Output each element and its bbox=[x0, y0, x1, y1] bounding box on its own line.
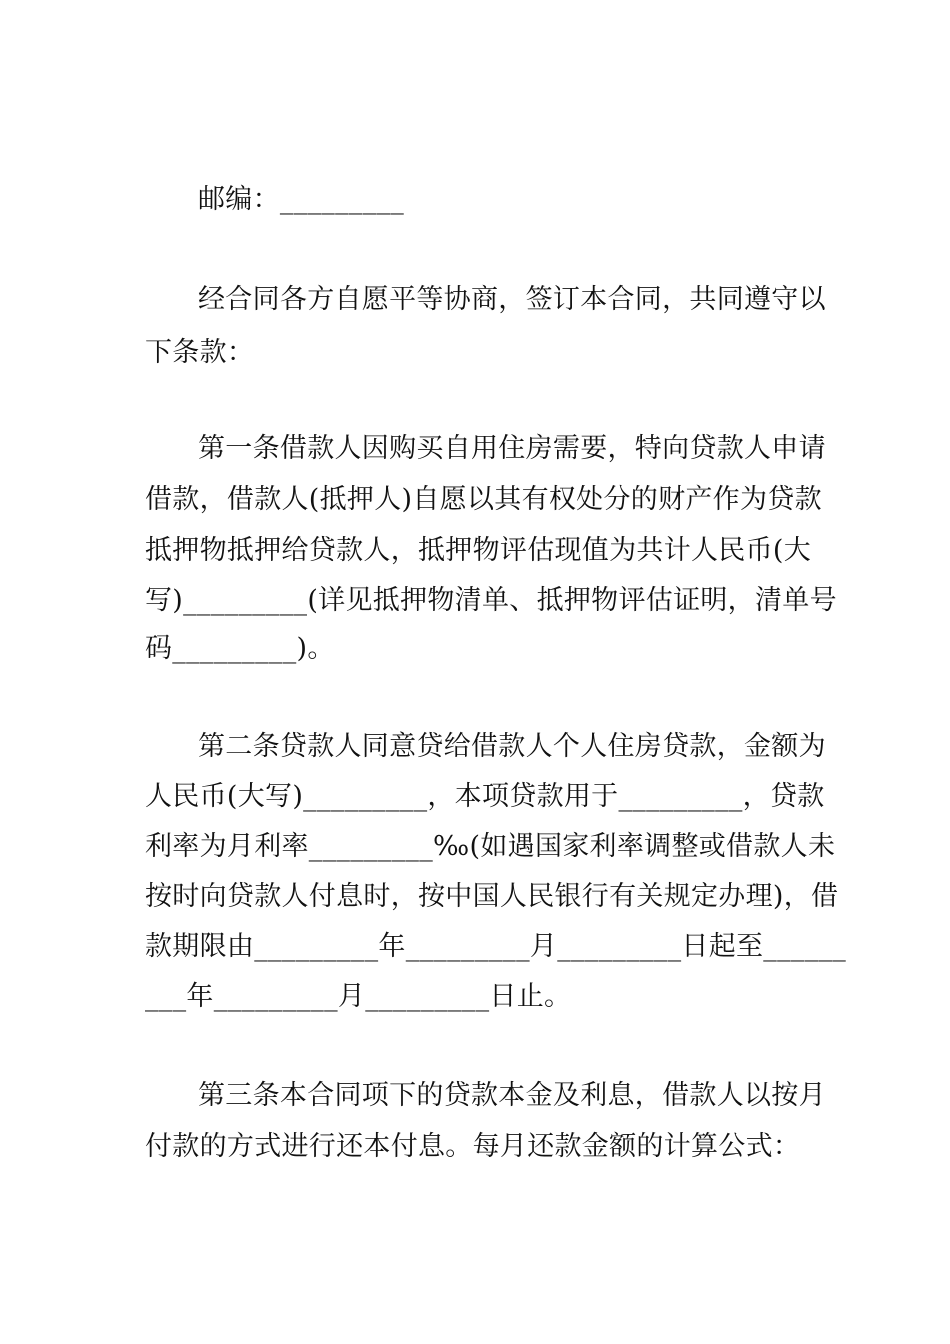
article1-line-5: 码_________)。 bbox=[145, 633, 335, 664]
article2-line-4: 按时向贷款人付息时，按中国人民银行有关规定办理)，借 bbox=[145, 881, 839, 912]
article2-line-5: 款期限由_________年_________月_________日起至______ bbox=[145, 931, 847, 962]
intro-line-1: 经合同各方自愿平等协商，签订本合同，共同遵守以 bbox=[198, 284, 826, 315]
article3-line-2: 付款的方式进行还本付息。每月还款金额的计算公式： bbox=[145, 1131, 801, 1162]
article1-line-1: 第一条借款人因购买自用住房需要，特向贷款人申请 bbox=[198, 433, 826, 464]
article2-line-6: ___年_________月_________日止。 bbox=[145, 981, 572, 1012]
article1-line-4: 写)_________(详见抵押物清单、抵押物评估证明，清单号 bbox=[145, 585, 837, 616]
article2-line-2: 人民币(大写)_________，本项贷款用于_________，贷款 bbox=[145, 781, 825, 812]
article2-line-3: 利率为月利率_________‰(如遇国家利率调整或借款人未 bbox=[145, 831, 836, 862]
article2-line-1: 第二条贷款人同意贷给借款人个人住房贷款，金额为 bbox=[198, 731, 826, 762]
article1-line-2: 借款，借款人(抵押人)自愿以其有权处分的财产作为贷款 bbox=[145, 484, 822, 515]
article1-line-3: 抵押物抵押给贷款人，抵押物评估现值为共计人民币(大 bbox=[145, 535, 812, 566]
article3-line-1: 第三条本合同项下的贷款本金及利息，借款人以按月 bbox=[198, 1080, 826, 1111]
postcode-line: 邮编：_________ bbox=[198, 184, 405, 215]
intro-line-2: 下条款： bbox=[145, 337, 255, 368]
